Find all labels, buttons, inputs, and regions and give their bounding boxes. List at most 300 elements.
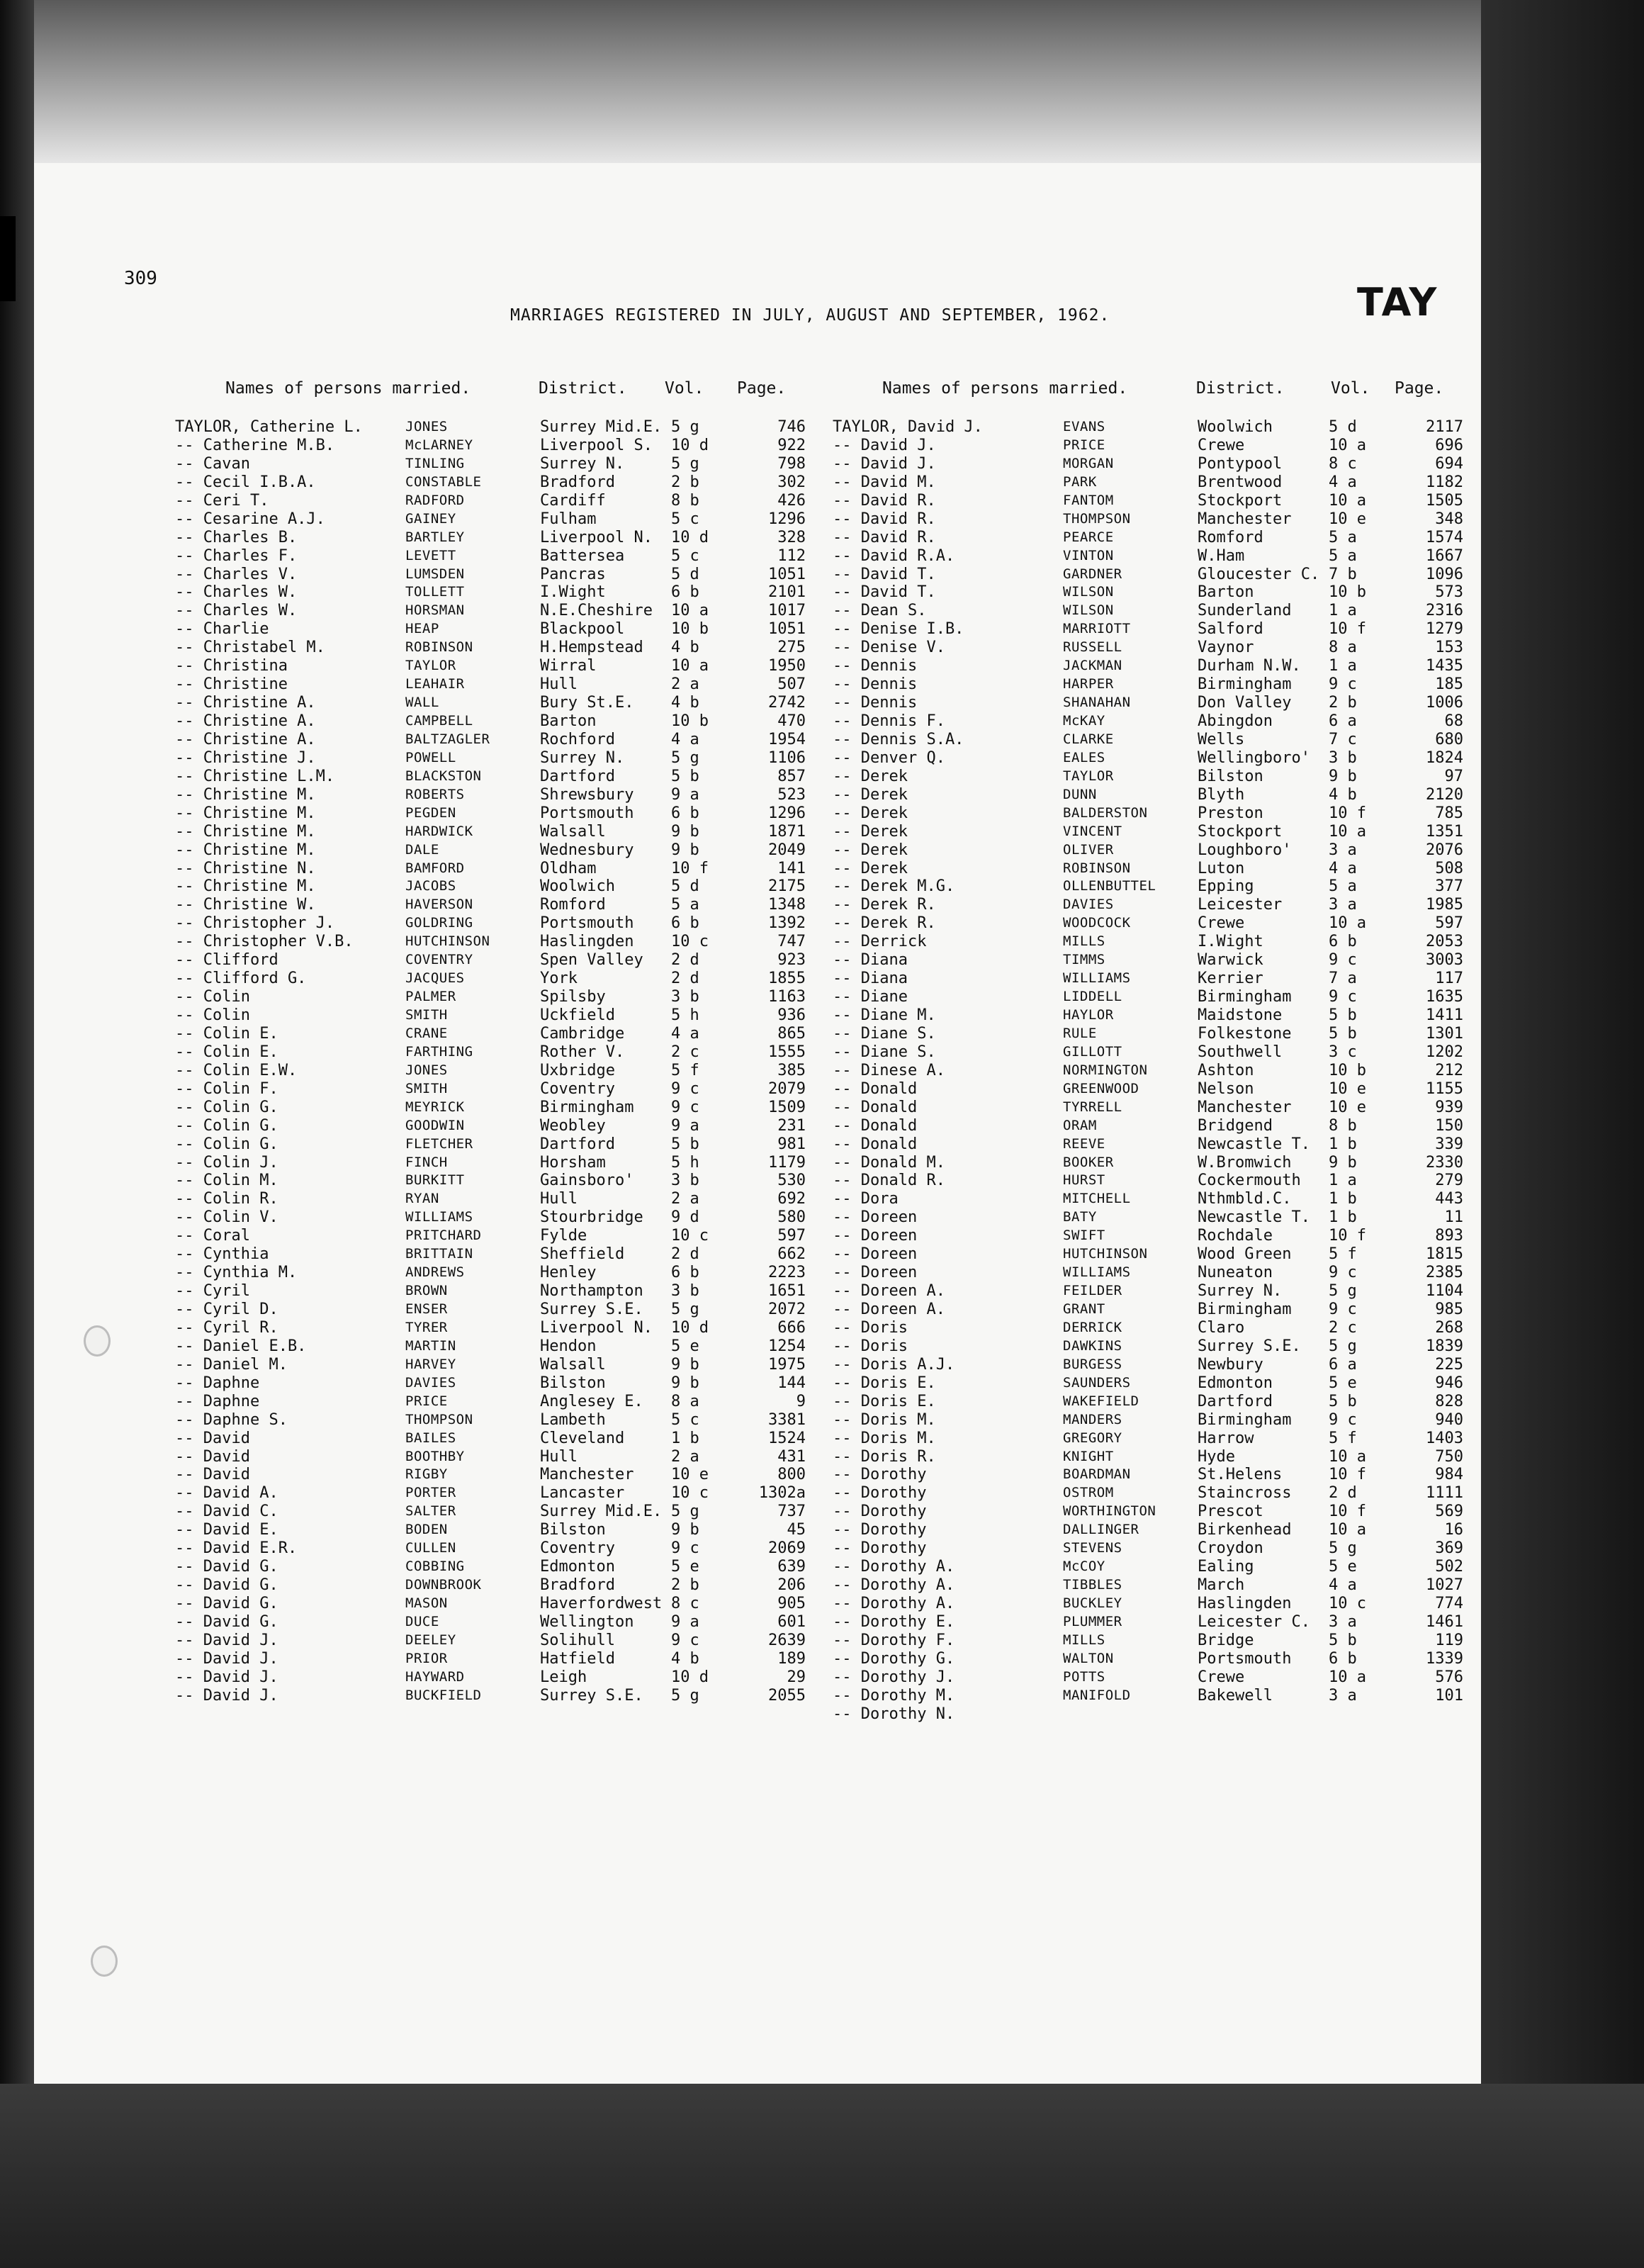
entry-page: 2223 xyxy=(768,1264,806,1282)
entry-page: 1163 xyxy=(768,988,806,1006)
entry-vol: 5 g xyxy=(1329,1539,1357,1558)
entry-page: 225 xyxy=(1435,1355,1463,1374)
entry-page: 1871 xyxy=(768,822,806,841)
entry-row xyxy=(175,1411,884,1430)
entry-vol: 5 g xyxy=(671,1686,699,1705)
entry-page: 339 xyxy=(1435,1135,1463,1153)
entry-vol: 2 d xyxy=(1329,1484,1357,1503)
entry-name: -- Derek R. xyxy=(833,896,936,914)
entry-name: -- David E.R. xyxy=(175,1539,298,1558)
entry-row xyxy=(833,1264,1541,1282)
entry-district: Barton xyxy=(540,712,597,730)
entry-page: 1301 xyxy=(1426,1024,1463,1043)
entry-spouse: ANDREWS xyxy=(405,1264,465,1281)
entry-name: -- Christine M. xyxy=(175,841,316,859)
entry-row xyxy=(175,657,884,675)
entry-row xyxy=(175,547,884,566)
film-edge-mark xyxy=(0,216,16,301)
entry-spouse: BUCKFIELD xyxy=(405,1687,482,1703)
entry-spouse: PEGDEN xyxy=(405,804,456,821)
entry-spouse: WILLIAMS xyxy=(1063,970,1131,987)
entry-vol: 2 b xyxy=(671,473,699,491)
header-vol-left: Vol. xyxy=(665,379,704,398)
header-district-right: District. xyxy=(1196,379,1285,398)
entry-vol: 10 f xyxy=(1329,1227,1366,1245)
entry-spouse: HARPER xyxy=(1063,676,1114,692)
entry-page: 785 xyxy=(1435,804,1463,822)
entry-name: -- David C. xyxy=(175,1503,278,1521)
entry-page: 750 xyxy=(1435,1447,1463,1466)
entry-vol: 4 b xyxy=(1329,785,1357,804)
entry-spouse: BURGESS xyxy=(1063,1356,1122,1372)
entry-district: Lancaster xyxy=(540,1484,625,1503)
entry-name: -- Derek xyxy=(833,822,908,841)
entry-vol: 9 c xyxy=(1329,1301,1357,1318)
entry-page: 206 xyxy=(777,1576,806,1595)
entry-name: -- Colin G. xyxy=(175,1116,278,1135)
entry-row xyxy=(175,620,884,639)
entry-row xyxy=(175,1374,884,1393)
entry-vol: 5 e xyxy=(671,1337,699,1355)
page-title: MARRIAGES REGISTERED IN JULY, AUGUST AND SEPTEMBER, 1962. xyxy=(510,306,1110,325)
entry-row xyxy=(833,712,1541,731)
entry-vol: 5 g xyxy=(671,418,699,436)
entry-spouse: HAYWARD xyxy=(405,1668,465,1685)
entry-name: -- Coral xyxy=(175,1227,250,1245)
entry-page: 1182 xyxy=(1426,473,1463,491)
entry-district: Surrey N. xyxy=(540,454,625,473)
entry-spouse: HAVERSON xyxy=(405,897,473,913)
entry-name: -- Dorothy xyxy=(833,1484,927,1503)
entry-row xyxy=(833,1613,1541,1632)
entry-district: Leicester C. xyxy=(1198,1612,1310,1631)
entry-district: Hyde xyxy=(1198,1447,1235,1466)
entry-district: I.Wight xyxy=(1198,933,1263,951)
entry-row xyxy=(175,1117,884,1135)
entry-row xyxy=(175,1503,884,1521)
entry-row xyxy=(175,510,884,529)
entry-row xyxy=(833,1576,1541,1595)
entry-page: 369 xyxy=(1435,1539,1463,1558)
entry-row xyxy=(175,896,884,914)
entry-name: -- Cyril xyxy=(175,1282,250,1301)
entry-page: 443 xyxy=(1435,1190,1463,1208)
entry-name: -- Daphne S. xyxy=(175,1410,288,1429)
entry-district: Stourbridge xyxy=(540,1208,643,1227)
entry-vol: 7 c xyxy=(1329,730,1357,748)
entry-page: 3003 xyxy=(1426,951,1463,970)
entry-spouse: MILLS xyxy=(1063,1632,1105,1648)
entry-page: 601 xyxy=(777,1612,806,1631)
entry-vol: 9 c xyxy=(671,1079,699,1098)
entry-name: -- Dennis S.A. xyxy=(833,730,964,748)
entry-row xyxy=(175,1539,884,1558)
entry-row xyxy=(833,768,1541,786)
entry-page: 1815 xyxy=(1426,1245,1463,1264)
entry-spouse: CLARKE xyxy=(1063,731,1114,747)
entry-spouse: ROBINSON xyxy=(1063,860,1131,876)
entry-row xyxy=(175,1650,884,1668)
entry-district: Ashton xyxy=(1198,1061,1254,1079)
entry-page: 1505 xyxy=(1426,491,1463,510)
entry-page: 984 xyxy=(1435,1466,1463,1484)
entry-page: 16 xyxy=(1444,1521,1463,1539)
entry-vol: 1 b xyxy=(1329,1190,1357,1208)
entry-district: Prescot xyxy=(1198,1503,1263,1521)
entry-page: 101 xyxy=(1435,1686,1463,1705)
entry-spouse: THOMPSON xyxy=(1063,510,1131,527)
entry-spouse: BURKITT xyxy=(405,1172,465,1189)
entry-row xyxy=(833,455,1541,473)
entry-district: Shrewsbury xyxy=(540,785,634,804)
entry-vol: 5 f xyxy=(1329,1429,1357,1447)
entry-vol: 1 b xyxy=(671,1429,699,1447)
entry-row xyxy=(833,1632,1541,1650)
entry-page: 800 xyxy=(777,1466,806,1484)
entry-spouse: HARVEY xyxy=(405,1356,456,1372)
entry-name: -- Doris E. xyxy=(833,1374,936,1392)
entry-page: 1403 xyxy=(1426,1429,1463,1447)
entry-row xyxy=(175,1466,884,1484)
entry-row xyxy=(175,455,884,473)
entry-district: Portsmouth xyxy=(540,804,634,822)
entry-name: -- Christina xyxy=(175,657,288,675)
entry-district: Epping xyxy=(1198,877,1254,896)
entry-vol: 5 e xyxy=(1329,1374,1357,1392)
entry-page: 1954 xyxy=(768,730,806,748)
entry-page: 2120 xyxy=(1426,785,1463,804)
entry-vol: 5 e xyxy=(671,1558,699,1576)
entry-district: Haslingden xyxy=(540,933,634,951)
entry-spouse: ENSER xyxy=(405,1301,448,1317)
entry-row xyxy=(175,583,884,602)
entry-row xyxy=(175,1484,884,1503)
film-border-left xyxy=(0,0,34,2268)
entry-vol: 5 h xyxy=(671,1006,699,1024)
entry-district: Romford xyxy=(540,896,606,914)
entry-vol: 10 e xyxy=(671,1466,709,1484)
entry-spouse: CULLEN xyxy=(405,1540,456,1556)
entry-vol: 6 b xyxy=(671,914,699,933)
entry-district: Crewe xyxy=(1198,1668,1245,1686)
entry-page: 1279 xyxy=(1426,620,1463,639)
entry-row xyxy=(175,1632,884,1650)
entry-page: 2117 xyxy=(1426,418,1463,436)
entry-spouse: RULE xyxy=(1063,1025,1097,1041)
entry-spouse: COBBING xyxy=(405,1559,465,1575)
entry-spouse: McCOY xyxy=(1063,1559,1105,1575)
entry-vol: 1 a xyxy=(1329,657,1357,675)
entry-spouse: MANIFOLD xyxy=(1063,1687,1131,1703)
entry-row xyxy=(175,951,884,970)
entry-vol: 10 c xyxy=(671,933,709,951)
entry-name: -- Dennis xyxy=(833,694,918,712)
entry-vol: 2 c xyxy=(1329,1318,1357,1337)
entry-vol: 3 b xyxy=(671,1172,699,1190)
entry-district: Cockermouth xyxy=(1198,1172,1301,1190)
entry-vol: 8 b xyxy=(671,491,699,510)
entry-name: -- Derrick xyxy=(833,933,927,951)
entry-district: Newbury xyxy=(1198,1355,1263,1374)
entry-page: 798 xyxy=(777,454,806,473)
entry-district: Don Valley xyxy=(1198,694,1292,712)
entry-district: Pancras xyxy=(540,565,606,583)
entry-row xyxy=(175,529,884,547)
entry-vol: 9 a xyxy=(671,1612,699,1631)
entry-district: Edmonton xyxy=(540,1558,615,1576)
punch-hole xyxy=(84,1325,111,1357)
entry-row xyxy=(175,1337,884,1356)
entry-vol: 5 d xyxy=(1329,418,1357,436)
entry-vol: 5 b xyxy=(1329,1631,1357,1649)
entry-row xyxy=(175,1227,884,1245)
entry-district: Surrey Mid.E. xyxy=(540,1503,663,1521)
entry-vol: 9 c xyxy=(1329,1264,1357,1282)
entry-vol: 10 b xyxy=(671,712,709,730)
entry-name: -- Donald R. xyxy=(833,1172,945,1190)
entry-name: -- Daphne xyxy=(175,1392,260,1410)
entry-name: -- David xyxy=(175,1466,250,1484)
entry-vol: 5 c xyxy=(671,1410,699,1429)
entry-district: Croydon xyxy=(1198,1539,1263,1558)
entry-name: -- Colin xyxy=(175,988,250,1006)
entry-page: 1985 xyxy=(1426,896,1463,914)
entry-page: 1435 xyxy=(1426,657,1463,675)
entry-district: Bradford xyxy=(540,473,615,491)
entry-vol: 5 g xyxy=(671,1301,699,1318)
entry-page: 1574 xyxy=(1426,528,1463,546)
entry-spouse: WORTHINGTON xyxy=(1063,1503,1156,1520)
entry-district: Bilston xyxy=(1198,767,1263,785)
entry-row xyxy=(833,933,1541,951)
entry-district: Liverpool S. xyxy=(540,436,653,454)
entry-vol: 2 d xyxy=(671,970,699,988)
entry-spouse: POTTS xyxy=(1063,1668,1105,1685)
entry-name: -- Donald xyxy=(833,1116,918,1135)
entry-district: Luton xyxy=(1198,859,1245,877)
entry-spouse: SHANAHAN xyxy=(1063,695,1131,711)
entry-district: Dartford xyxy=(1198,1392,1273,1410)
entry-name: -- David J. xyxy=(175,1631,278,1649)
entry-row xyxy=(175,1319,884,1337)
entry-page: 426 xyxy=(777,491,806,510)
entry-name: -- Christine A. xyxy=(175,730,316,748)
entry-spouse: PRITCHARD xyxy=(405,1228,482,1244)
entry-vol: 5 f xyxy=(1329,1245,1357,1264)
entry-row xyxy=(833,1282,1541,1301)
entry-name: -- David G. xyxy=(175,1558,278,1576)
entry-vol: 10 a xyxy=(671,602,709,620)
entry-page: 2175 xyxy=(768,877,806,896)
entry-vol: 5 f xyxy=(671,1061,699,1079)
entry-page: 1824 xyxy=(1426,748,1463,767)
entry-district: Wirral xyxy=(540,657,597,675)
entry-row xyxy=(833,1430,1541,1448)
entry-vol: 8 b xyxy=(1329,1116,1357,1135)
entry-spouse: FANTOM xyxy=(1063,492,1114,508)
entry-vol: 10 a xyxy=(1329,1521,1366,1539)
entry-district: Liverpool N. xyxy=(540,1318,653,1337)
entry-row xyxy=(833,1172,1541,1190)
entry-name: -- Clifford xyxy=(175,951,278,970)
entry-row xyxy=(175,1393,884,1411)
entry-row xyxy=(833,639,1541,657)
entry-name: -- Diane S. xyxy=(833,1024,936,1043)
entry-page: 692 xyxy=(777,1190,806,1208)
entry-page: 1348 xyxy=(768,896,806,914)
entry-district: Loughboro' xyxy=(1198,841,1292,859)
entry-vol: 3 b xyxy=(671,1282,699,1301)
entry-spouse: TINLING xyxy=(405,455,465,471)
entry-name: -- David T. xyxy=(833,583,936,602)
entry-page: 1202 xyxy=(1426,1043,1463,1061)
entry-district: Surrey N. xyxy=(1198,1282,1283,1301)
entry-district: Dartford xyxy=(540,1135,615,1153)
entry-page: 666 xyxy=(777,1318,806,1337)
entry-district: York xyxy=(540,970,578,988)
entry-name: -- Colin xyxy=(175,1006,250,1024)
entry-page: 523 xyxy=(777,785,806,804)
entry-spouse: BARTLEY xyxy=(405,529,465,545)
entry-page: 569 xyxy=(1435,1503,1463,1521)
entry-page: 1155 xyxy=(1426,1079,1463,1098)
entry-name: -- Donald xyxy=(833,1079,918,1098)
entry-district: Hendon xyxy=(540,1337,597,1355)
entry-spouse: McLARNEY xyxy=(405,437,473,453)
entry-name: -- Cavan xyxy=(175,454,250,473)
entry-spouse: RYAN xyxy=(405,1191,439,1207)
entry-spouse: CRANE xyxy=(405,1025,448,1041)
entry-row xyxy=(833,566,1541,584)
entry-row xyxy=(833,731,1541,749)
entry-spouse: DALE xyxy=(405,841,439,858)
entry-district: Manchester xyxy=(1198,510,1292,528)
entry-row xyxy=(175,1172,884,1190)
entry-row xyxy=(833,914,1541,933)
entry-vol: 9 c xyxy=(1329,675,1357,694)
entry-vol: 2 a xyxy=(671,1447,699,1466)
entry-spouse: WALL xyxy=(405,695,439,711)
entry-spouse: GILLOTT xyxy=(1063,1043,1122,1060)
entry-spouse: JACOBS xyxy=(405,878,456,894)
entry-name: -- Christine L.M. xyxy=(175,767,335,785)
entry-vol: 5 b xyxy=(671,767,699,785)
entry-page: 275 xyxy=(777,639,806,657)
entry-spouse: BOARDMAN xyxy=(1063,1466,1131,1483)
entry-vol: 4 a xyxy=(671,730,699,748)
entry-district: Blyth xyxy=(1198,785,1245,804)
entry-row xyxy=(833,529,1541,547)
entry-spouse: BROWN xyxy=(405,1283,448,1299)
entry-row xyxy=(833,1043,1541,1062)
entry-vol: 4 b xyxy=(671,1649,699,1668)
entry-vol: 10 a xyxy=(671,657,709,675)
entry-page: 141 xyxy=(777,859,806,877)
entry-spouse: HUTCHINSON xyxy=(405,933,490,950)
entry-row xyxy=(175,437,884,455)
entry-row xyxy=(833,1319,1541,1337)
entry-district: Surrey S.E. xyxy=(540,1686,643,1705)
entry-row xyxy=(175,1264,884,1282)
entry-row xyxy=(175,1208,884,1227)
entry-spouse: GARDNER xyxy=(1063,566,1122,582)
entry-vol: 10 c xyxy=(1329,1595,1366,1612)
entry-page: 385 xyxy=(777,1061,806,1079)
entry-name: -- Dora xyxy=(833,1190,899,1208)
entry-vol: 9 c xyxy=(671,1539,699,1558)
entry-name: -- Derek xyxy=(833,785,908,804)
entry-page: 268 xyxy=(1435,1318,1463,1337)
entry-spouse: EALES xyxy=(1063,749,1105,765)
entry-district: Abingdon xyxy=(1198,712,1273,730)
entry-page: 936 xyxy=(777,1006,806,1024)
entry-district: Crewe xyxy=(1198,436,1245,454)
entry-spouse: BUCKLEY xyxy=(1063,1595,1122,1611)
entry-spouse: LIDDELL xyxy=(1063,989,1122,1005)
entry-spouse: MANDERS xyxy=(1063,1411,1122,1427)
entry-district: Brentwood xyxy=(1198,473,1283,491)
entry-page: 1950 xyxy=(768,657,806,675)
entry-spouse: WILLIAMS xyxy=(1063,1264,1131,1281)
entry-vol: 3 a xyxy=(1329,896,1357,914)
entry-page: 981 xyxy=(777,1135,806,1153)
entry-spouse: ROBERTS xyxy=(405,786,465,802)
entry-page: 1411 xyxy=(1426,1006,1463,1024)
entry-vol: 1 b xyxy=(1329,1208,1357,1227)
entry-spouse: CONSTABLE xyxy=(405,473,482,490)
entry-name: -- Doris R. xyxy=(833,1447,936,1466)
entry-district: Claro xyxy=(1198,1318,1245,1337)
entry-spouse: COVENTRY xyxy=(405,952,473,968)
entry-name: -- David R.A. xyxy=(833,546,955,565)
entry-name: -- Ceri T. xyxy=(175,491,269,510)
entry-page: 1839 xyxy=(1426,1337,1463,1355)
entry-district: Sheffield xyxy=(540,1245,625,1264)
entry-district: Birmingham xyxy=(1198,675,1292,694)
entry-page: 508 xyxy=(1435,859,1463,877)
entry-page: 580 xyxy=(777,1208,806,1227)
entry-row xyxy=(833,1393,1541,1411)
entry-vol: 9 b xyxy=(1329,1153,1357,1172)
entry-row xyxy=(833,860,1541,878)
entry-row xyxy=(175,712,884,731)
entry-row xyxy=(833,1356,1541,1374)
entry-page: 507 xyxy=(777,675,806,694)
entry-name: -- Christine xyxy=(175,675,288,694)
entry-row xyxy=(833,1521,1541,1539)
entry-district: Cambridge xyxy=(540,1024,625,1043)
entry-vol: 5 g xyxy=(671,748,699,767)
entry-name: -- Colin E. xyxy=(175,1024,278,1043)
entry-district: Birmingham xyxy=(1198,988,1292,1006)
entry-row xyxy=(175,877,884,896)
entry-vol: 10 a xyxy=(1329,1447,1366,1466)
entry-page: 97 xyxy=(1444,767,1463,785)
entry-name: -- Charles W. xyxy=(175,583,298,602)
entry-spouse: DOWNBROOK xyxy=(405,1577,482,1593)
entry-spouse: McKAY xyxy=(1063,713,1105,729)
entry-district: Bridgend xyxy=(1198,1116,1273,1135)
entry-name: -- David J. xyxy=(175,1668,278,1686)
entry-row xyxy=(833,620,1541,639)
entry-name: -- Diane S. xyxy=(833,1043,936,1061)
entry-name: -- Cynthia M. xyxy=(175,1264,298,1282)
entry-name: -- Dorothy xyxy=(833,1466,927,1484)
entry-page: 1509 xyxy=(768,1098,806,1116)
entry-name: -- Charles F. xyxy=(175,546,298,565)
entry-row xyxy=(175,1521,884,1539)
entry-name: -- David J. xyxy=(833,436,936,454)
